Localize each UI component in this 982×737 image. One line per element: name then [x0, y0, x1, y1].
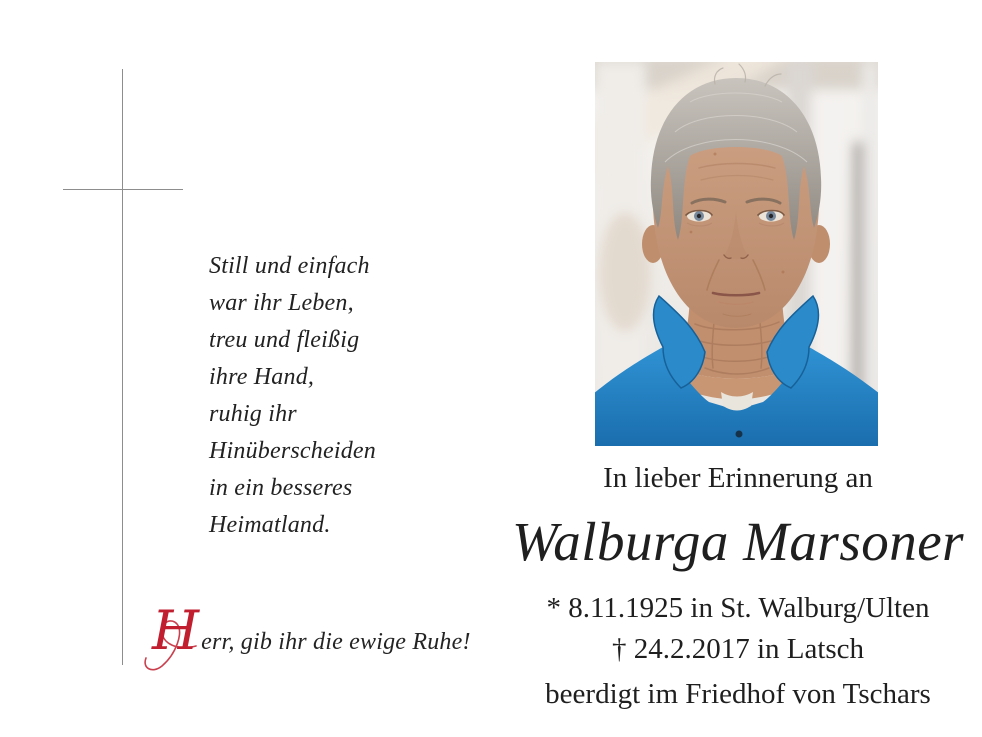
deceased-name: Walburga Marsoner	[511, 511, 965, 572]
poem-line: in ein besseres	[209, 475, 353, 501]
prayer-drop-cap: H	[152, 599, 200, 662]
birth-line: * 8.11.1925 in St. Walburg/Ulten	[546, 592, 930, 624]
poem-line: treu und fleißig	[209, 327, 360, 353]
burial-line: beerdigt im Friedhof von Tschars	[545, 678, 931, 710]
poem-line: Still und einfach	[209, 253, 370, 279]
poem-line: ihre Hand,	[209, 364, 315, 390]
polo-button	[736, 431, 743, 438]
portrait-photo	[595, 62, 878, 446]
prayer-line	[152, 599, 471, 662]
death-line: † 24.2.2017 in Latsch	[611, 633, 865, 665]
cross-horizontal-line	[63, 189, 183, 190]
cross-vertical-line	[122, 69, 123, 665]
poem-line: Hinüberscheiden	[209, 438, 376, 464]
poem-line: war ihr Leben,	[209, 290, 354, 316]
intro-line: In lieber Erinnerung an	[603, 462, 873, 494]
portrait-illustration	[595, 62, 878, 446]
prayer-text: err, gib ihr die ewige Ruhe!	[201, 629, 471, 655]
poem-line: ruhig ihr	[209, 401, 297, 427]
memorial-poem	[209, 248, 376, 544]
poem-line: Heimatland.	[209, 512, 331, 538]
